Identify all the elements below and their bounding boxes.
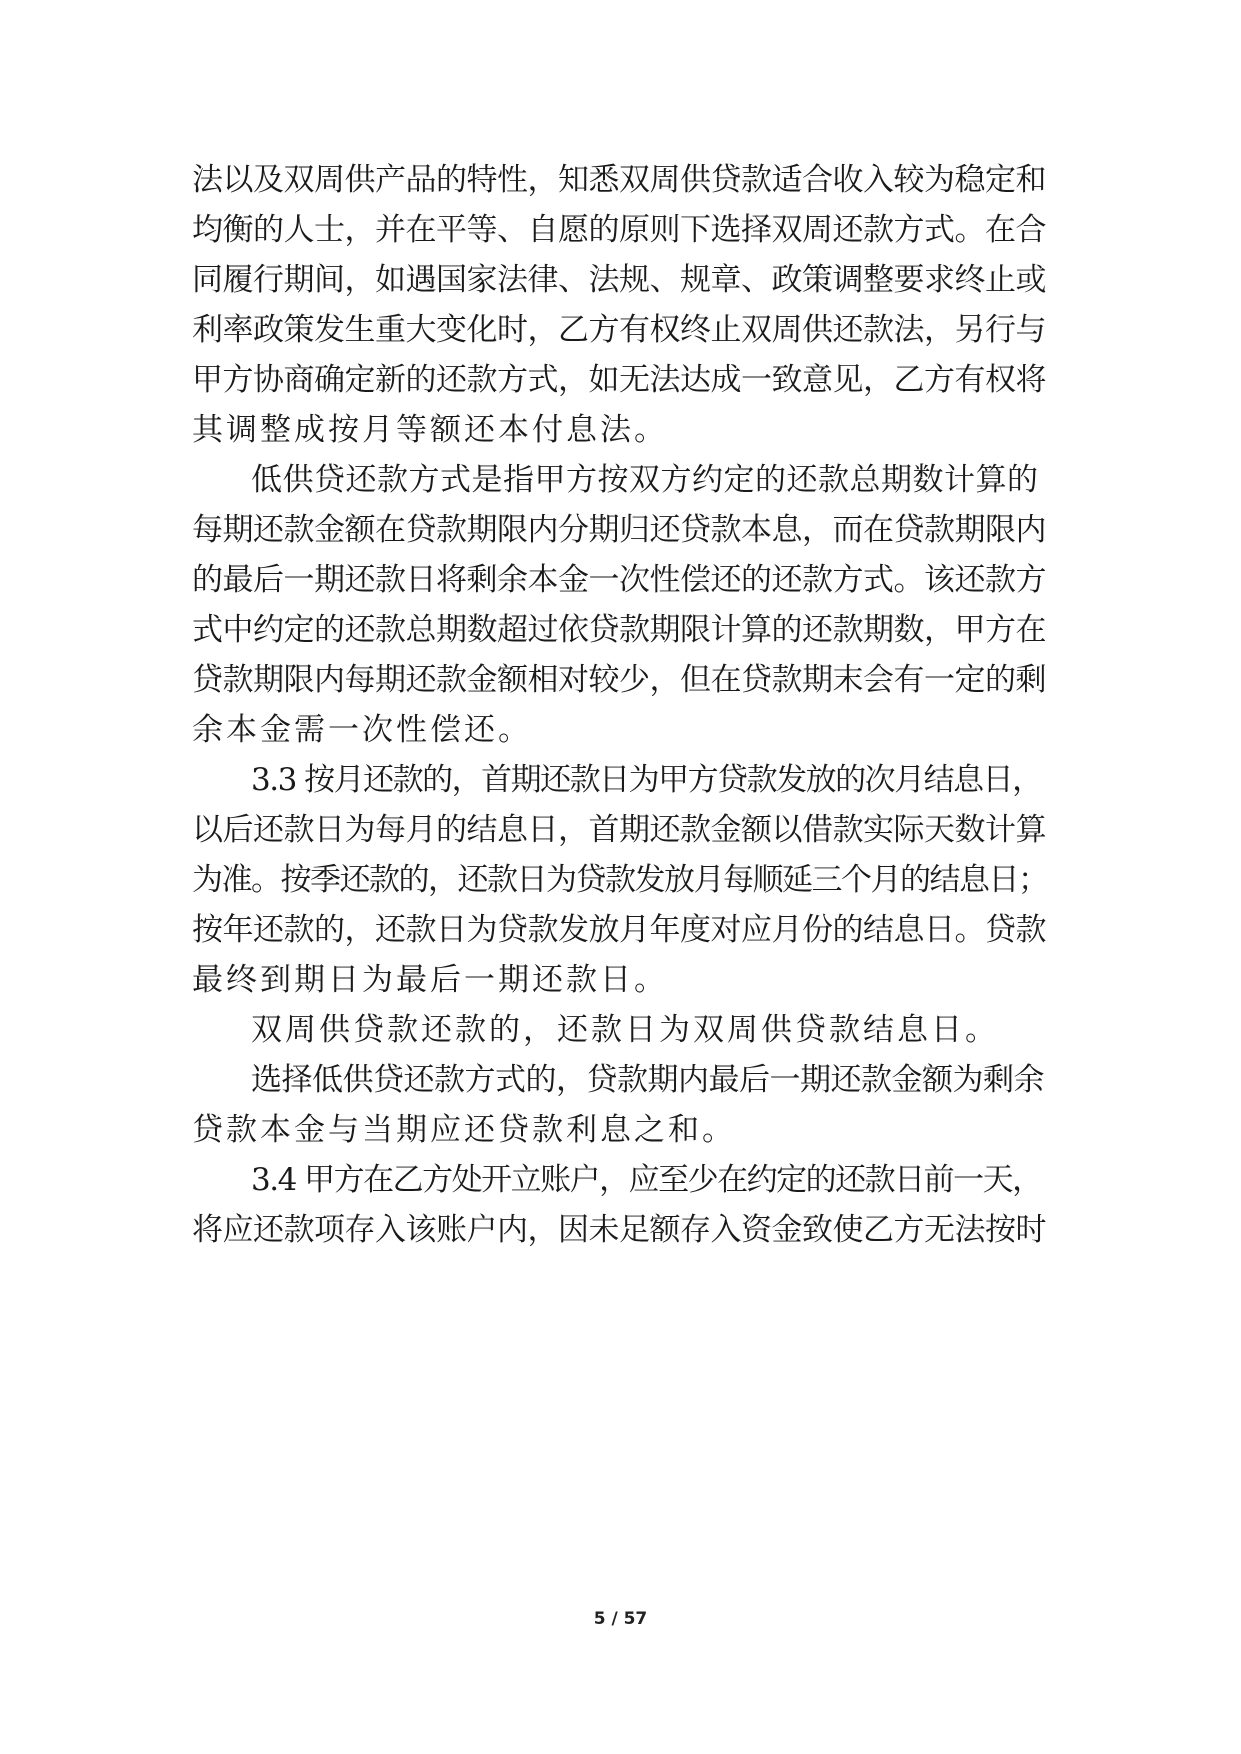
text-line: 贷款本金与当期应还贷款利息之和。 (192, 1112, 736, 1148)
text-line: 为准。按季还款的，还款日为贷款发放月每顺延三个月的结息日； (192, 862, 1048, 898)
text-line: 式中约定的还款总期数超过依贷款期限计算的还款期数，甲方在 (192, 612, 1046, 648)
text-line: 3.3 按月还款的，首期还款日为甲方贷款发放的次月结息日， (251, 762, 1042, 798)
text-line: 法以及双周供产品的特性，知悉双周供贷款适合收入较为稳定和 (192, 162, 1046, 198)
text-line: 以后还款日为每月的结息日，首期还款金额以借款实际天数计算 (192, 812, 1046, 848)
text-line: 3.4 甲方在乙方处开立账户，应至少在约定的还款日前一天， (251, 1162, 1042, 1198)
text-line: 甲方协商确定新的还款方式，如无法达成一致意见，乙方有权将 (192, 362, 1046, 398)
text-line: 余本金需一次性偿还。 (192, 712, 532, 748)
text-line: 其调整成按月等额还本付息法。 (192, 412, 668, 448)
text-line: 利率政策发生重大变化时，乙方有权终止双周供还款法，另行与 (192, 312, 1046, 348)
page-number: 5 / 57 (593, 1609, 648, 1629)
text-line: 贷款期限内每期还款金额相对较少，但在贷款期末会有一定的剩 (192, 662, 1046, 698)
text-line: 每期还款金额在贷款期限内分期归还贷款本息，而在贷款期限内 (192, 512, 1046, 548)
text-line: 按年还款的，还款日为贷款发放月年度对应月份的结息日。贷款 (192, 912, 1046, 948)
text-line: 同履行期间，如遇国家法律、法规、规章、政策调整要求终止或 (192, 262, 1046, 298)
text-line: 低供贷还款方式是指甲方按双方约定的还款总期数计算的 (251, 462, 1039, 498)
text-line: 将应还款项存入该账户内，因未足额存入资金致使乙方无法按时 (192, 1212, 1046, 1248)
text-line: 最终到期日为最后一期还款日。 (192, 962, 668, 998)
text-line: 选择低供贷还款方式的，贷款期内最后一期还款金额为剩余 (251, 1062, 1044, 1098)
text-line: 双周供贷款还款的，还款日为双周供贷款结息日。 (251, 1012, 999, 1048)
text-line: 的最后一期还款日将剩余本金一次性偿还的还款方式。该还款方 (192, 562, 1046, 598)
text-line: 均衡的人士，并在平等、自愿的原则下选择双周还款方式。在合 (192, 212, 1046, 248)
